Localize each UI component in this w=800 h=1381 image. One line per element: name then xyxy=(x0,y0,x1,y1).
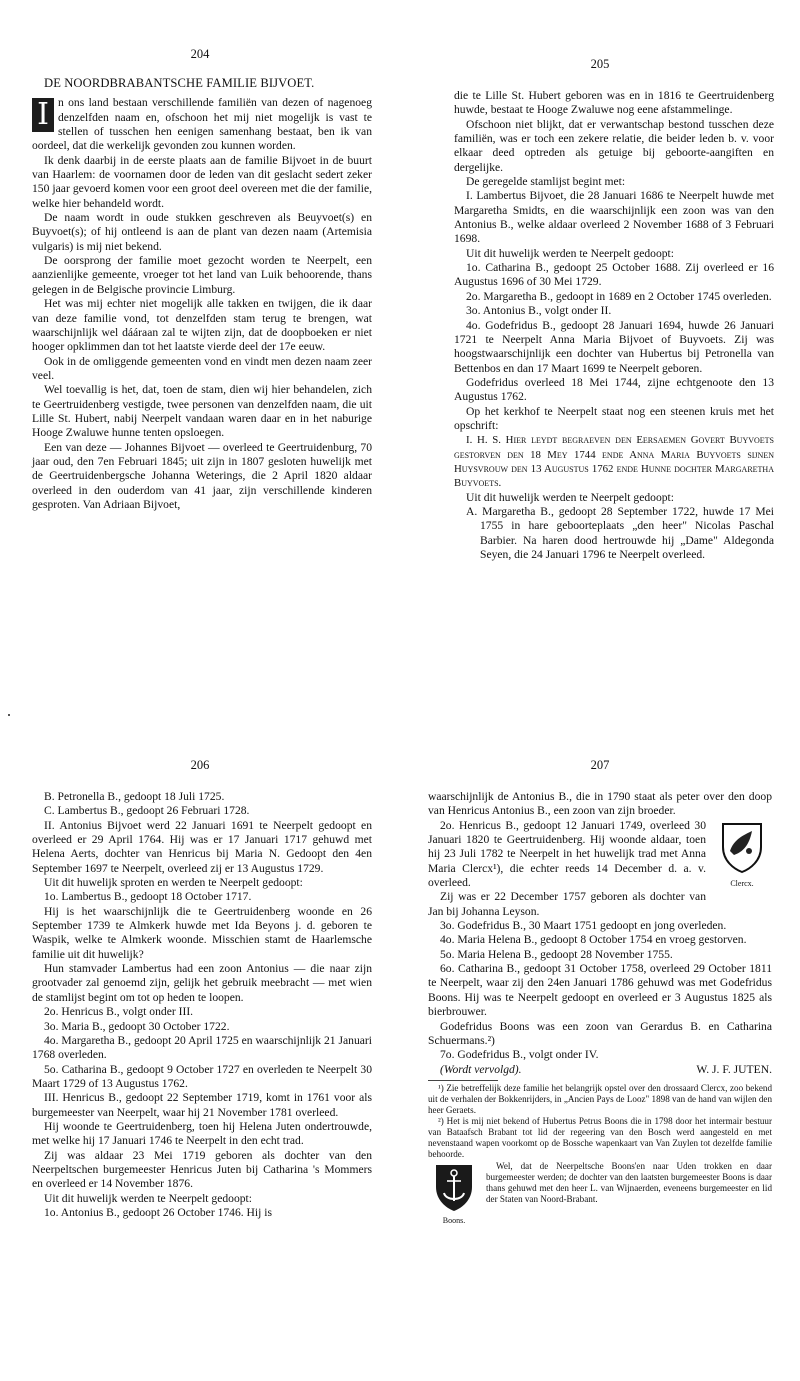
footnote: ²) Het is mij niet bekend of Hubertus Petrus Boons die in 1798 door het intermair bestuur van Bataafsch Brabant tot lid der regeering van den Bosch werd aangesteld en met nevenstaand wapen voorkomt op de Bossche wapenkaart van Van Zuylen tot dezelfde familie behoorde. xyxy=(428,1116,772,1160)
paragraph: Op het kerkhof te Neerpelt staat nog een steenen kruis met het opschrift: xyxy=(454,404,774,432)
paragraph: 2o. Henricus B., gedoopt 12 Januari 1749, overleed 30 Januari 1820 te Geertruidenberg. Hij woonde aldaar, toen hij 23 Juli 1782 te Neerpelt in het huwelijk trad met Anna Maria Clercx¹), die echter reeds 14 December d. a. v. overleed. xyxy=(428,818,706,890)
paragraph: C. Lambertus B., gedoopt 26 Februari 1728. xyxy=(44,804,250,818)
paragraph: Hij woonde te Geertruidenberg, toen hij Helena Juten ondertrouwde, met welke hij 17 Januari 1746 te Neerpelt in den echt trad. xyxy=(32,1119,372,1148)
page-205 xyxy=(400,0,800,690)
page-204 xyxy=(0,0,400,690)
footnotes xyxy=(428,1082,772,1225)
paragraph: Zij was aldaar 23 Mei 1719 geboren als dochter van den Neerpeltschen burgemeester Henricus Juten bij Catharina 's Mommers en overleed er 14 November 1876. xyxy=(32,1148,372,1191)
paragraph: 4o. Godefridus B., gedoopt 28 Januari 1694, huwde 26 Januari 1721 te Neerpelt Anna Maria Bijvoet of Buyvoets. Zij was hoogstwaarschijnlijk een dochter van Hubertus bij Petronella van Bettenbos en dan 17 Maart 1699 te Neerpelt geboren. xyxy=(454,318,774,375)
paragraph: waarschijnlijk de Antonius B., die in 1790 staat als peter over den doop van Henricus Antonius B., een zoon van zijn broeder. xyxy=(428,790,772,818)
paragraph: 1o. Catharina B., gedoopt 25 October 1688. Zij overleed er 16 Augustus 1696 of 30 Mei 1729. xyxy=(454,261,774,289)
paragraph: De naam wordt in oude stukken geschreven als Beuyvoet(s) en Buyvoet(s); of hij ontleend is aan de plant van dezen naam (Artemisia vulgaris) is mij niet bekend. xyxy=(32,211,372,253)
coat-of-arms-clercx xyxy=(712,821,772,895)
paragraph: 2o. Margaretha B., gedoopt in 1689 en 2 October 1745 overleden. xyxy=(466,289,772,303)
coat-of-arms-boons xyxy=(428,1163,480,1233)
paragraph: A. Margaretha B., gedoopt 28 September 1722, huwde 17 Mei 1755 in hare geboorteplaats „den heer" Nicolas Paschal Barbier. Na haren dood hertrouwde hij „Dame" Aldegonda Seyen, die 24 Januari 1796 te Neerpelt overleed. xyxy=(466,504,774,561)
paragraph: Uit dit huwelijk werden te Neerpelt gedoopt: xyxy=(466,246,674,260)
shield-icon xyxy=(720,821,764,875)
paragraph: Zij was er 22 December 1757 geboren als dochter van Jan bij Johanna Leyson. xyxy=(428,890,706,918)
paragraph: Hun stamvader Lambertus had een zoon Antonius — die naar zijn grootvader zal genoemd zijn, gelijk het gebruik meebracht — met wien de stamlijst begint om tot op heden te loopen. xyxy=(32,962,372,1004)
paragraph: III. Henricus B., gedoopt 22 September 1719, komt in 1761 voor als burgemeester van Neerpelt, waar hij 21 November 1781 overleed. xyxy=(32,1091,372,1119)
paragraph: 5o. Maria Helena B., gedoopt 28 November 1755. xyxy=(440,947,673,961)
paragraph: Een van deze — Johannes Bijvoet — overleed te Geertruidenburg, 70 jaar oud, den 7en Februari 1845; uit zijn in 1807 gesloten huwelijk met de Geertruidenbergsche Johanna Weterings, die 2 April 1820 aldaar overleed in den ouderdom van 41 jaar, zijn verschillende kinderen gesproten. Van Adriaan Bijvoet, xyxy=(32,440,372,511)
page-text xyxy=(32,790,372,1220)
paragraph: I. Lambertus Bijvoet, die 28 Januari 1686 te Neerpelt huwde met Margaretha Smidts, en die waarschijnlijk een zoon was van den Antonius B., welke aldaar overleed 2 November 1688 of 3 Februari 1698. xyxy=(454,189,774,246)
page-206 xyxy=(0,690,400,1381)
paragraph: II. Antonius Bijvoet werd 22 Januari 1691 te Neerpelt gedoopt en overleed er 29 April 1764. Hij was er 17 Januari 1717 gehuwd met Helena Aerts, dochter van Henricus bij Maria N. Gedoopt den 4en September 1697 te Neerpelt, overleed zij er 13 Augustus 1729. xyxy=(32,818,372,875)
page-text xyxy=(32,76,372,512)
paragraph: Hij is het waarschijnlijk die te Geertruidenberg woonde en 26 September 1739 te Almkerk huwde met Ida Beyons j. d. geboren te Waspik, welke te Almkerk woonde. Misschien stamt de Haarlemsche familie uit dit huwelijk? xyxy=(32,904,372,961)
paragraph: Ik denk daarbij in de eerste plaats aan de familie Bijvoet in de buurt van Haarlem: de voornamen door de leden van dit geslacht sedert zeker 150 jaar gevoerd komen voor een groot deel overeen met die der familie, welke hier behandeld wordt. xyxy=(32,153,372,210)
page-number: 206 xyxy=(190,758,210,772)
page-text xyxy=(428,790,772,1233)
paragraph: 4o. Maria Helena B., gedoopt 8 October 1754 en vroeg gestorven. xyxy=(440,933,747,947)
inscription: I. H. S. Hier leydt begraeven den Eersaemen Govert Buyvoets gestorven den 18 Mey 1744 ende Anna Maria Buyvoets sijnen Huysvrouw den 13 Augustus 1762 ende Hunne dochter Margaretha Buyvoets. xyxy=(454,434,774,490)
paragraph: Uit dit huwelijk werden te Neerpelt gedoopt: xyxy=(44,1191,252,1205)
paragraph: 6o. Catharina B., gedoopt 31 October 1758, overleed 29 October 1811 te Neerpelt, waar zij den 24en Januari 1786 gehuwd was met Godefridus Boons. Hij was te Neerpelt gedoopt en overleed er 3 Augustus 1825 als bierbrouwer. xyxy=(428,962,772,1019)
paragraph: De oorsprong der familie moet gezocht worden te Neerpelt, een aanzienlijke gemeente, vroeger tot het land van Luik behoorende, thans gelegen in de Belgische provincie Limburg. xyxy=(32,254,372,296)
paragraph: die te Lille St. Hubert geboren was en in 1816 te Geertruidenberg huwde, bestaat te Hooge Zwaluwe nog eene afstammelinge. xyxy=(454,89,774,117)
page-text xyxy=(454,89,774,562)
article-title: DE NOORDBRABANTSCHE FAMILIE BIJVOET. xyxy=(44,76,315,90)
paragraph: 1o. Lambertus B., gedoopt 18 October 1717. xyxy=(44,890,252,904)
paragraph: 4o. Margaretha B., gedoopt 20 April 1725 en waarschijnlijk 21 Januari 1768 overleden. xyxy=(32,1033,372,1062)
page-number: 204 xyxy=(190,47,210,61)
shield-caption: Clercx. xyxy=(730,879,754,889)
paragraph: 7o. Godefridus B., volgt onder IV. xyxy=(440,1048,599,1062)
paragraph: 5o. Catharina B., gedoopt 9 October 1727 en overleden te Neerpelt 30 Maart 1729 of 13 Augustus 1762. xyxy=(32,1062,372,1090)
page-number: 207 xyxy=(590,758,610,772)
shield-caption: Boons. xyxy=(442,1215,466,1225)
footnote-divider xyxy=(428,1080,498,1081)
paragraph: 2o. Henricus B., volgt onder III. xyxy=(44,1005,194,1019)
paragraph: 1o. Antonius B., gedoopt 26 October 1746. Hij is xyxy=(44,1205,273,1219)
paragraph: Uit dit huwelijk werden te Neerpelt gedoopt: xyxy=(466,490,674,504)
author: W. J. F. JUTEN. xyxy=(696,1062,772,1076)
scan-speck xyxy=(8,714,10,716)
signature-line xyxy=(428,1063,772,1077)
paragraph: Uit dit huwelijk sproten en werden te Neerpelt gedoopt: xyxy=(44,876,303,890)
paragraph: Ook in de omliggende gemeenten vond en vindt men dezen naam zeer veel. xyxy=(32,354,372,382)
paragraph: Wel toevallig is het, dat, toen de stam, dien wij hier behandelen, zich te Geertruidenberg vestigde, twee personen van denzelfden naam, die uit Lille St. Hubert, nabij Neerpelt vandaan waren daar en in het naburige Hooge Zwaluwe hunne tenten opsloegen. xyxy=(32,383,372,440)
paragraph: De geregelde stamlijst begint met: xyxy=(466,175,626,189)
paragraph: 3o. Godefridus B., 30 Maart 1751 gedoopt en jong overleden. xyxy=(440,919,727,933)
footnote: Wel, dat de Neerpeltsche Boons'en naar Uden trokken en daar burgemeester werden; de dochter van den laatsten burgemeester Boons is daar thans gehuwd met den heer L. van Wijnaerden, eveneens burgemeester en lid der Staten van Noord-Brabant. xyxy=(486,1160,772,1204)
drop-cap: I xyxy=(32,98,54,132)
paragraph: 3o. Antonius B., volgt onder II. xyxy=(466,304,612,318)
paragraph: 3o. Maria B., gedoopt 30 October 1722. xyxy=(44,1019,230,1033)
paragraph: Het was mij echter niet mogelijk alle takken en twijgen, die ik daar van deze familie vond, tot denzelfden stam terug te brengen, wat waarschijnlijk wel dááraan zal te wijten zijn, dat de doopboeken er niet hooger opklimmen dan tot het laatste vierde deel der 17e eeuw. xyxy=(32,297,372,354)
paragraph: n ons land bestaan verschillende familiën van dezen of nagenoeg denzelfden naam en, ofschoon het mij niet mogelijk is vast te stellen of tusschen hen eenigen samenhang bestaat, ben ik van oordeel, dat die werkelijk gevonden zou kunnen worden. xyxy=(32,96,372,153)
to-be-continued: (Wordt vervolgd). xyxy=(440,1062,522,1076)
paragraph: Godefridus overleed 18 Mei 1744, zijne echtgenoote den 13 Augustus 1762. xyxy=(454,375,774,404)
footnote: ¹) Zie betreffelijk deze familie het belangrijk opstel over den drossaard Clercx, zoo bekend uit de verhalen der Bokkenrijders, in „Ancien Pays de Looz" 1898 van de hand van wijlen den heer Geraets. xyxy=(428,1082,772,1116)
paragraph: Godefridus Boons was een zoon van Gerardus B. en Catharina Schuermans.²) xyxy=(428,1019,772,1047)
page-207 xyxy=(400,690,800,1381)
paragraph: Ofschoon niet blijkt, dat er verwantschap bestond tusschen deze familiën, was er toch een zekere relatie, die beider leden b. v. voor elkaar deed optreden als getuige bij geboorte-aangiften en dergelijke. xyxy=(454,117,774,174)
paragraph: B. Petronella B., gedoopt 18 Juli 1725. xyxy=(44,790,225,803)
anchor-shield-icon xyxy=(434,1163,474,1213)
page-number: 205 xyxy=(590,57,610,71)
